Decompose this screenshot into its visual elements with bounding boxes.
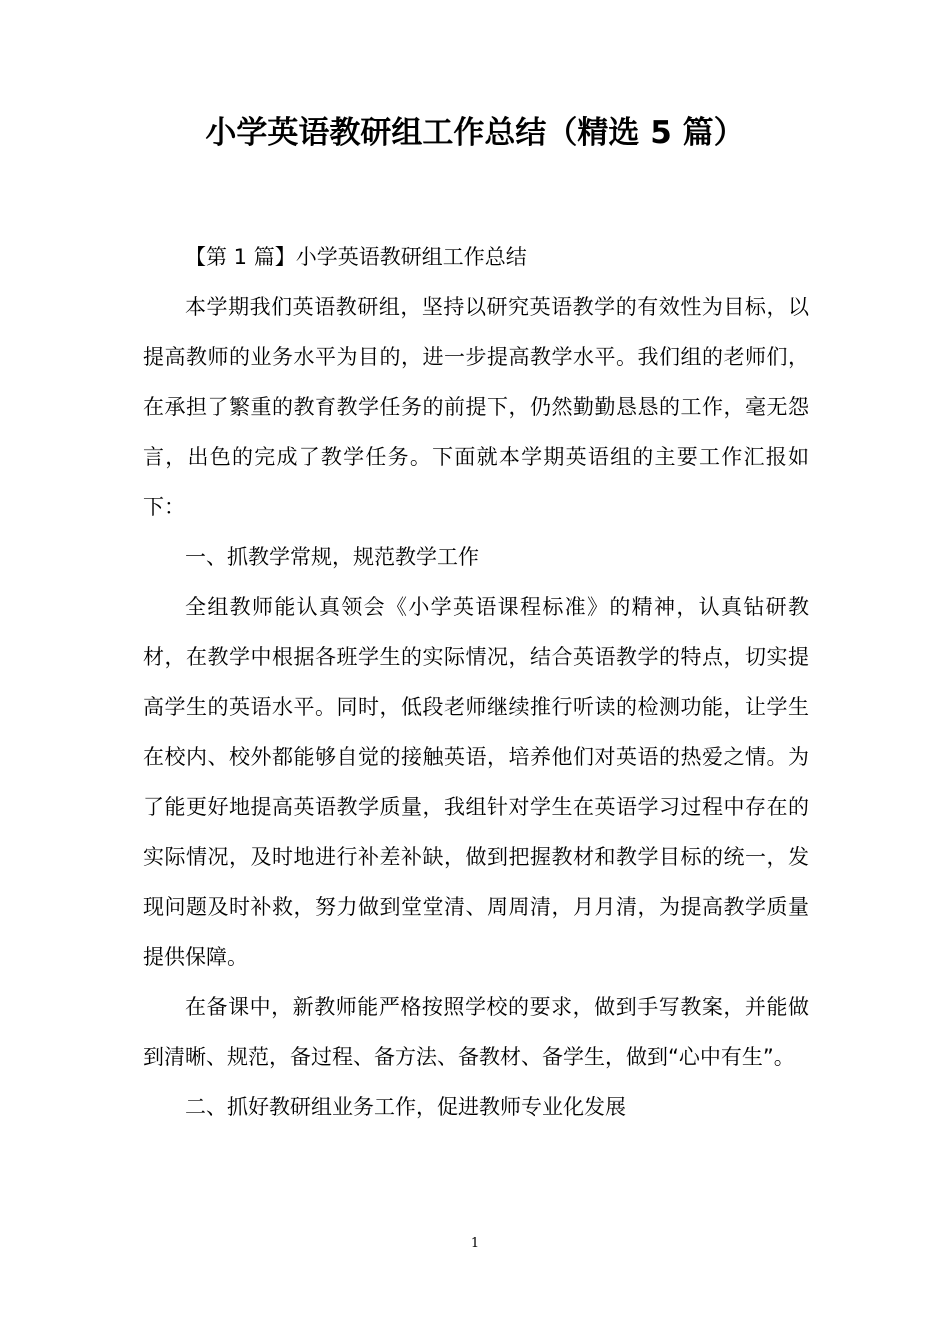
lesson-preparation-paragraph: 在备课中，新教师能严格按照学校的要求，做到手写教案，并能做到清晰、规范，备过程、备方法、备教材、备学生，做到“心中有生”。 <box>143 995 809 1069</box>
intro-paragraph: 本学期我们英语教研组，坚持以研究英语教学的有效性为目标，以提高教师的业务水平为目的，进一步提高教学水平。我们组的老师们，在承担了繁重的教育教学任务的前提下，仍然勤勤恳恳的工作，毫无怨言，出色的完成了教学任务。下面就本学期英语组的主要工作汇报如下： <box>143 295 809 519</box>
section-heading-professional-development: 二、抓好教研组业务工作，促进教师专业化发展 <box>185 1095 626 1119</box>
teaching-routine-paragraph: 全组教师能认真领会《小学英语课程标准》的精神，认真钻研教材，在教学中根据各班学生的实际情况，结合英语教学的特点，切实提高学生的英语水平。同时，低段老师继续推行听读的检测功能，让学生在校内、校外都能够自觉的接触英语，培养他们对英语的热爱之情。为了能更好地提高英语教学质量，我组针对学生在英语学习过程中存在的实际情况，及时地进行补差补缺，做到把握教材和教学目标的统一，发现问题及时补救，努力做到堂堂清、周周清，月月清，为提高教学质量提供保障。 <box>143 595 809 969</box>
document-body <box>143 232 809 1132</box>
section-heading-teaching-routine: 一、抓教学常规，规范教学工作 <box>185 545 479 569</box>
page-number: 1 <box>470 1236 480 1251</box>
document-title: 小学英语教研组工作总结（精选 5 篇） <box>205 115 745 151</box>
section-heading-part-1: 【第 1 篇】小学英语教研组工作总结 <box>185 245 527 269</box>
